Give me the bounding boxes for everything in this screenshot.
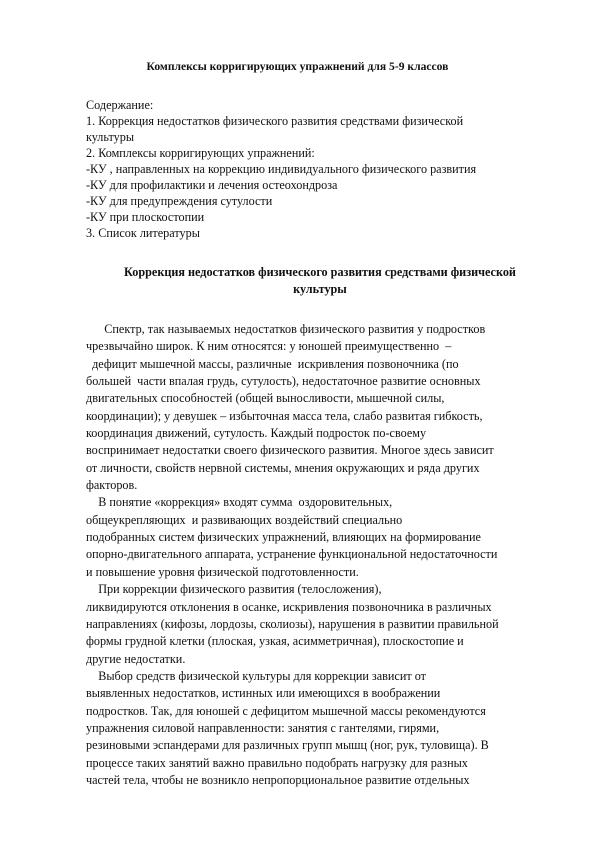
body-line: упражнения силовой направленности: занятия с гантелями, гирями, bbox=[86, 720, 440, 735]
toc-item: -КУ , направленных на коррекцию индивидуального физического развития bbox=[86, 162, 477, 176]
body-line: воспринимает недостатки своего физического развития. Многое здесь зависит bbox=[86, 443, 494, 458]
body-line: координации); у девушек – избыточная масса тела, слабо развитая гибкость, bbox=[86, 408, 483, 423]
body-line: координация движений, сутулость. Каждый подросток по-своему bbox=[86, 426, 427, 441]
body-line: общеукрепляющих и развивающих воздействий специально bbox=[86, 512, 403, 527]
section-heading bbox=[70, 264, 570, 298]
body-line: направлениях (кифозы, лордозы, сколиозы), нарушения в развитии правильной bbox=[86, 616, 499, 631]
section-heading-line: культуры bbox=[293, 282, 347, 296]
body-line: другие недостатки. bbox=[86, 651, 186, 666]
toc-item: культуры bbox=[86, 130, 135, 144]
body-line: В понятие «коррекция» входят сумма оздоровительных, bbox=[86, 495, 393, 510]
document-title: Комплексы корригирующих упражнений для 5-9 классов bbox=[146, 60, 449, 73]
body-line: подобранных систем физических упражнений, влияющих на формирование bbox=[86, 530, 481, 545]
body-line: чрезвычайно широк. К ним относятся: у юношей преимущественно – bbox=[86, 339, 452, 354]
toc-item: 1. Коррекция недостатков физического развития средствами физической bbox=[86, 114, 464, 128]
body-line: от личности, свойств нервной системы, мнения окружающих и ряда других bbox=[86, 460, 480, 475]
body-line: дефицит мышечной массы, различные искривления позвоночника (по bbox=[86, 356, 459, 371]
toc-item: -КУ для профилактики и лечения остеохондроза bbox=[86, 178, 338, 192]
body-line: опорно-двигательного аппарата, устранение функциональной недостаточности bbox=[86, 547, 498, 562]
body-line: формы грудной клетки (плоская, узкая, асимметричная), плоскостопие и bbox=[86, 634, 464, 649]
body-line: Выбор средств физической культуры для коррекции зависит от bbox=[86, 668, 426, 683]
body-line: ликвидируются отклонения в осанке, искривления позвоночника в различных bbox=[86, 599, 492, 614]
toc-item: -КУ при плоскостопии bbox=[86, 210, 205, 224]
body-line: большей части впалая грудь, сутулость), недостаточное развитие основных bbox=[86, 374, 481, 389]
body-line: выявленных недостатков, истинных или имеющихся в воображении bbox=[86, 686, 441, 701]
body-line: двигательных способностей (общей выносливости, мышечной силы, bbox=[86, 391, 445, 406]
body-line: При коррекции физического развития (телосложения), bbox=[86, 582, 382, 597]
body-line: подростков. Так, для юношей с дефицитом мышечной массы рекомендуются bbox=[86, 703, 486, 718]
toc-item: 3. Список литературы bbox=[86, 226, 200, 240]
section-heading-line: Коррекция недостатков физического развития средствами физической bbox=[124, 265, 516, 279]
body-line: процессе таких занятий важно правильно подобрать нагрузку для разных bbox=[86, 755, 468, 770]
toc-item: -КУ для предупреждения сутулости bbox=[86, 194, 273, 208]
body-line: и повышение уровня физической подготовленности. bbox=[86, 564, 359, 579]
table-of-contents bbox=[86, 97, 546, 241]
body-text bbox=[86, 321, 556, 789]
toc-heading: Содержание: bbox=[86, 98, 154, 112]
body-line: резиновыми эспандерами для различных групп мышц (ног, рук, туловища). В bbox=[86, 738, 489, 753]
body-line: факторов. bbox=[86, 478, 138, 493]
body-line: Спектр, так называемых недостатков физического развития у подростков bbox=[86, 322, 486, 336]
toc-item: 2. Комплексы корригирующих упражнений: bbox=[86, 146, 315, 160]
body-line: частей тела, чтобы не возникло непропорциональное развитие отдельных bbox=[86, 772, 470, 787]
